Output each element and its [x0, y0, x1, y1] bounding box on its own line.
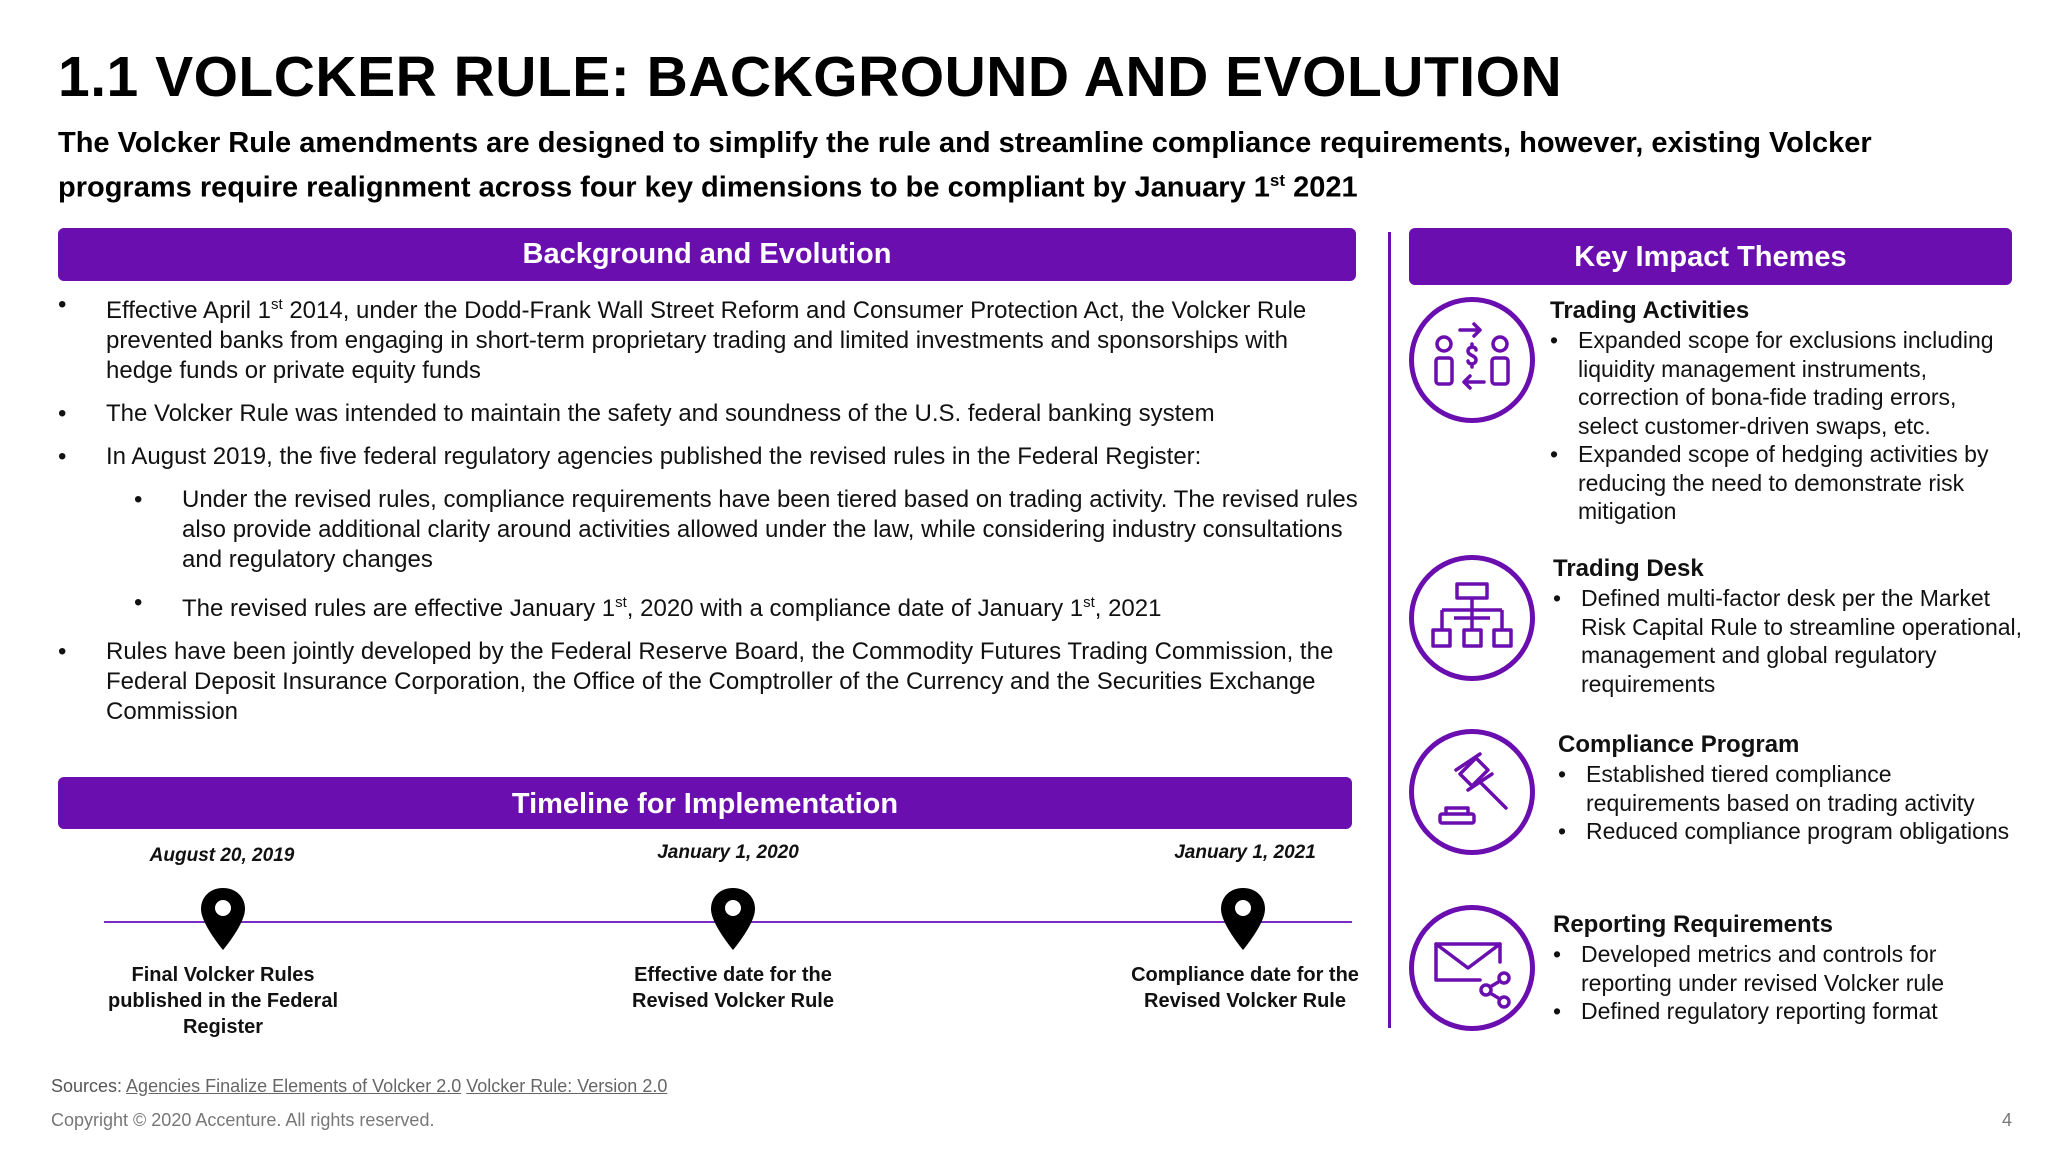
list-item: • Rules have been jointly developed by the Federal Reserve Board, the Commodity Futures Trading Commission, the Federal Deposit Insurance Corporation, the Office of the Comptroller of the Currency and the Securities Exchange Commission [58, 638, 1334, 725]
theme-bullet: • Expanded scope of hedging activities by reducing the need to demonstrate risk mitigation [1550, 441, 1989, 524]
theme-bullet: • Defined regulatory reporting format [1553, 998, 1938, 1024]
background-list [58, 290, 1358, 740]
page-subtitle [58, 124, 1998, 207]
subtitle-text: The Volcker Rule amendments are designed to simplify the rule and streamline compliance requirements, however, existing Volcker programs require realignment across four key dimensions to be compliant by January 1 [58, 127, 1872, 204]
theme-trading-activities [1550, 296, 2020, 526]
subtitle-end: 2021 [1285, 171, 1358, 204]
bullet-dot: • [134, 486, 143, 513]
theme-reporting-requirements [1553, 910, 2023, 1026]
list-item: • Effective April 1st 2014, under the Dodd-Frank Wall Street Reform and Consumer Protection Act, the Volcker Rule prevented banks from engaging in short-term proprietary trading and limited investments and sponsorships with hedge funds or private equity funds [58, 291, 1307, 384]
section-divider [1388, 232, 1391, 1028]
theme-title: Reporting Requirements [1553, 911, 1834, 938]
theme-title: Trading Activities [1550, 297, 1750, 324]
subtitle-sup: st [1269, 171, 1286, 190]
map-pin-icon [1218, 886, 1268, 952]
theme-bullet: • Defined multi-factor desk per the Market Risk Capital Rule to streamline operational, management and global regulatory requirements [1553, 585, 2023, 697]
theme-trading-desk [1553, 554, 2023, 698]
theme-bullet: • Reduced compliance program obligations [1558, 818, 2010, 844]
trading-exchange-icon [1409, 297, 1535, 423]
milestone-date: January 1, 2020 [657, 842, 799, 863]
timeline-heading: Timeline for Implementation [58, 777, 1352, 829]
list-item: • In August 2019, the five federal regulatory agencies published the revised rules in the Federal Register: [58, 443, 1202, 470]
milestone-label: Compliance date for the Revised Volcker Rule [1131, 964, 1359, 1012]
map-pin-icon [198, 886, 248, 952]
bullet-dot: • [58, 638, 67, 665]
theme-bullet: • Established tiered compliance requirements based on trading activity [1558, 761, 1975, 816]
page-number: 4 [2001, 1110, 2012, 1130]
sub-list-item: • Under the revised rules, compliance requirements have been tiered based on trading activity. The revised rules also provide additional clarity around activities allowed under the law, while considering industry consultations and regulatory changes [134, 486, 1358, 573]
theme-bullet: • Expanded scope for exclusions including liquidity management instruments, correction of bona-fide trading errors, select customer-driven swaps, etc. [1550, 327, 1994, 439]
milestone-date: August 20, 2019 [149, 845, 295, 866]
milestone-date: January 1, 2021 [1174, 842, 1316, 863]
theme-compliance-program [1558, 730, 2028, 846]
sub-list-item: • The revised rules are effective January 1st, 2020 with a compliance date of January 1st, 2021 [134, 589, 1162, 622]
bullet-dot: • [58, 291, 67, 318]
themes-heading: Key Impact Themes [1409, 228, 2012, 285]
theme-bullet: • Developed metrics and controls for reporting under revised Volcker rule [1553, 941, 1945, 996]
milestone-label: Effective date for the Revised Volcker Rule [632, 964, 834, 1012]
source-link[interactable]: Agencies Finalize Elements of Volcker 2.0 [126, 1076, 462, 1096]
email-share-icon [1409, 905, 1535, 1031]
background-heading: Background and Evolution [58, 228, 1356, 281]
theme-title: Trading Desk [1553, 555, 1704, 582]
list-item: • The Volcker Rule was intended to maintain the safety and soundness of the U.S. federal banking system [58, 400, 1215, 427]
page-title: 1.1 VOLCKER RULE: BACKGROUND AND EVOLUTION [58, 45, 1563, 109]
bullet-dot: • [58, 443, 67, 470]
bullet-dot: • [58, 400, 67, 427]
milestone-label: Final Volcker Rules published in the Federal Register [107, 964, 339, 1038]
source-link[interactable]: Volcker Rule: Version 2.0 [466, 1076, 668, 1096]
theme-title: Compliance Program [1558, 731, 1800, 758]
bullet-dot: • [134, 589, 143, 616]
org-chart-icon [1409, 555, 1535, 681]
map-pin-icon [708, 886, 758, 952]
copyright: Copyright © 2020 Accenture. All rights reserved. [51, 1110, 435, 1130]
gavel-icon [1409, 729, 1535, 855]
sources-line: Sources: Agencies Finalize Elements of Volcker 2.0 Volcker Rule: Version 2.0 [51, 1076, 668, 1096]
